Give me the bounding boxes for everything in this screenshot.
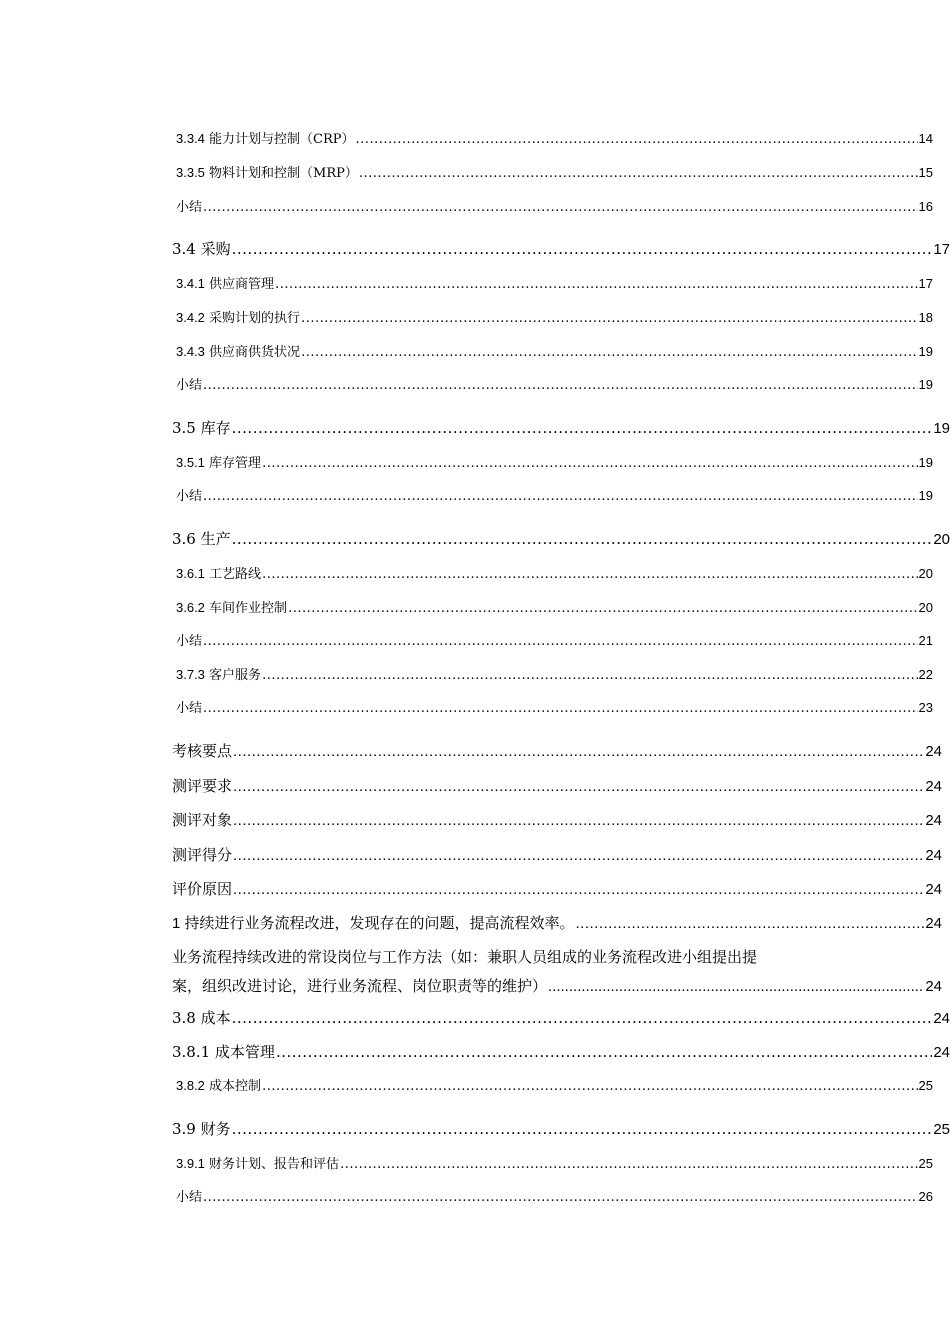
toc-entry-page: 19	[918, 344, 933, 359]
toc-entry-page: 24	[933, 1010, 950, 1027]
toc-entry-heading[interactable]	[172, 740, 942, 761]
toc-leader	[301, 311, 917, 326]
toc-entry[interactable]	[176, 697, 933, 716]
toc-leader	[203, 634, 918, 649]
toc-entry[interactable]	[176, 597, 933, 616]
toc-entry-page: 20	[918, 600, 933, 615]
toc-entry[interactable]	[176, 452, 933, 471]
toc-leader	[232, 1120, 933, 1138]
toc-entry-page: 16	[918, 199, 933, 214]
toc-entry-page: 25	[918, 1078, 933, 1093]
toc-entry-title: 1 持续进行业务流程改进，发现存在的问题，提高流程效率。	[172, 915, 575, 932]
toc-entry-page: 23	[918, 700, 933, 715]
toc-entry-page: 24	[925, 915, 942, 932]
toc-entry-title: 成本控制	[204, 1079, 262, 1094]
toc-entry-page: 19	[918, 455, 933, 470]
toc-entry[interactable]	[176, 630, 933, 649]
toc-entry-title: 3.9 财务	[172, 1120, 231, 1138]
toc-entry-page: 22	[918, 667, 933, 682]
toc-entry-page: 19	[933, 420, 950, 437]
toc-entry-title: 小结	[176, 1190, 203, 1205]
toc-entry[interactable]	[176, 162, 933, 181]
toc-entry-heading[interactable]	[172, 775, 942, 796]
toc-entry-title: 小结	[176, 489, 203, 504]
toc-leader	[233, 812, 924, 829]
toc-entry-heading[interactable]	[172, 844, 942, 865]
toc-entry[interactable]	[176, 1186, 933, 1205]
toc-entry-page: 26	[918, 1189, 933, 1204]
toc-entry-title: 能力计划与控制（CRP）	[204, 132, 355, 147]
toc-entry[interactable]	[176, 128, 933, 147]
toc-entry-page: 25	[933, 1121, 950, 1138]
toc-leader	[359, 166, 918, 181]
toc-leader	[356, 132, 918, 147]
toc-leader	[232, 1009, 933, 1027]
toc-entry-title: 供应商供货状况	[204, 345, 301, 360]
toc-entry-title: 采购计划的执行	[204, 311, 301, 326]
toc-leader	[232, 240, 933, 258]
toc-entry-number: 3.4.1	[176, 276, 205, 291]
toc-entry[interactable]	[176, 196, 933, 215]
toc-leader	[232, 419, 933, 437]
toc-entry-number: 3.8.2	[176, 1078, 205, 1093]
toc-leader	[203, 701, 918, 716]
toc-entry-page: 24	[933, 1044, 950, 1061]
toc-entry-title: 考核要点	[172, 743, 233, 760]
toc-entry-page: 19	[918, 488, 933, 503]
toc-leader	[262, 567, 917, 582]
toc-entry-page: 17	[933, 241, 950, 258]
toc-entry[interactable]	[176, 485, 933, 504]
toc-entry-page: 24	[925, 743, 942, 760]
toc-entry-number: 3.3.5	[176, 165, 205, 180]
toc-entry-title: 3.4 采购	[172, 240, 231, 258]
toc-entry-heading[interactable]	[172, 912, 942, 933]
toc-entry-number: 3.3.4	[176, 131, 205, 146]
toc-entry[interactable]	[176, 374, 933, 393]
toc-leader	[262, 456, 917, 471]
toc-entry-title: 测评要求	[172, 778, 233, 795]
toc-entry-title: 评价原因	[172, 881, 233, 898]
toc-entry-title: 3.6 生产	[172, 530, 231, 548]
toc-leader	[301, 345, 917, 360]
toc-leader	[233, 743, 924, 760]
toc-entry-number: 3.5.1	[176, 455, 205, 470]
toc-entry-number: 3.6.1	[176, 566, 205, 581]
toc-entry-page: 24	[925, 847, 942, 864]
toc-entry-heading-multiline[interactable]	[172, 946, 942, 996]
toc-entry-section[interactable]	[172, 528, 950, 549]
toc-leader	[262, 668, 917, 683]
toc-entry-section[interactable]	[172, 1118, 950, 1139]
toc-leader	[276, 1043, 932, 1061]
toc-entry-section[interactable]	[172, 238, 950, 259]
toc-entry-page: 18	[918, 310, 933, 325]
toc-entry-number: 3.6.2	[176, 600, 205, 615]
toc-leader	[203, 1190, 918, 1205]
toc-entry[interactable]	[176, 1153, 933, 1172]
toc-leader	[548, 978, 924, 995]
toc-leader	[288, 601, 917, 616]
toc-entry-page: 24	[925, 812, 942, 829]
toc-entry[interactable]	[176, 307, 933, 326]
toc-entry-number: 3.4.2	[176, 310, 205, 325]
toc-entry-title: 小结	[176, 634, 203, 649]
toc-leader	[233, 881, 924, 898]
toc-entry-page: 15	[918, 165, 933, 180]
toc-entry-section[interactable]	[172, 1041, 950, 1062]
toc-entry-page: 21	[918, 633, 933, 648]
toc-entry-page: 24	[925, 978, 942, 995]
toc-entry-title: 小结	[176, 701, 203, 716]
toc-entry-title: 供应商管理	[204, 277, 275, 292]
toc-entry-title: 物料计划和控制（MRP）	[204, 166, 358, 181]
toc-entry[interactable]	[176, 563, 933, 582]
toc-leader	[262, 1079, 917, 1094]
toc-entry[interactable]	[176, 1075, 933, 1094]
toc-entry-title: 测评得分	[172, 847, 233, 864]
toc-leader	[233, 847, 924, 864]
toc-entry-section[interactable]	[172, 1007, 950, 1028]
toc-leader	[275, 277, 917, 292]
toc-leader	[203, 378, 918, 393]
toc-leader	[340, 1157, 917, 1172]
toc-entry-title: 小结	[176, 200, 203, 215]
toc-entry-title: 3.5 库存	[172, 419, 231, 437]
toc-leader	[233, 778, 924, 795]
toc-entry-title: 3.8.1 成本管理	[172, 1043, 275, 1061]
toc-entry-page: 20	[918, 566, 933, 581]
toc-entry-page: 25	[918, 1156, 933, 1171]
toc-entry-page: 20	[933, 531, 950, 548]
toc-entry-title: 工艺路线	[204, 567, 262, 582]
toc-leader	[203, 489, 918, 504]
toc-entry-title: 客户服务	[204, 668, 262, 683]
toc-entry-heading[interactable]	[172, 878, 942, 899]
toc-leader	[232, 530, 933, 548]
toc-entry-number: 3.9.1	[176, 1156, 205, 1171]
toc-entry[interactable]	[176, 664, 933, 683]
toc-entry-page: 24	[925, 881, 942, 898]
toc-entry-title: 3.8 成本	[172, 1009, 231, 1027]
toc-leader	[576, 915, 925, 932]
toc-entry[interactable]	[176, 273, 933, 292]
toc-entry-title: 库存管理	[204, 456, 262, 471]
toc-entry-title: 小结	[176, 378, 203, 393]
toc-entry-title: 财务计划、报告和评估	[204, 1157, 340, 1172]
toc-entry-page: 19	[918, 377, 933, 392]
toc-entry-number: 3.4.3	[176, 344, 205, 359]
toc-entry-heading[interactable]	[172, 809, 942, 830]
toc-entry-section[interactable]	[172, 417, 950, 438]
toc-entry-title: 业务流程持续改进的常设岗位与工作方法（如：兼职人员组成的业务流程改进小组提出提	[172, 949, 758, 966]
toc-leader	[203, 200, 918, 215]
toc-entry[interactable]	[176, 341, 933, 360]
toc-entry-number: 3.7.3	[176, 667, 205, 682]
toc-entry-page: 14	[918, 131, 933, 146]
toc-entry-title: 测评对象	[172, 812, 233, 829]
toc-entry-title-continued: 案，组织改进讨论，进行业务流程、岗位职责等的维护）	[172, 978, 548, 995]
toc-entry-page: 24	[925, 778, 942, 795]
toc-entry-title: 车间作业控制	[204, 601, 288, 616]
toc-entry-page: 17	[918, 276, 933, 291]
